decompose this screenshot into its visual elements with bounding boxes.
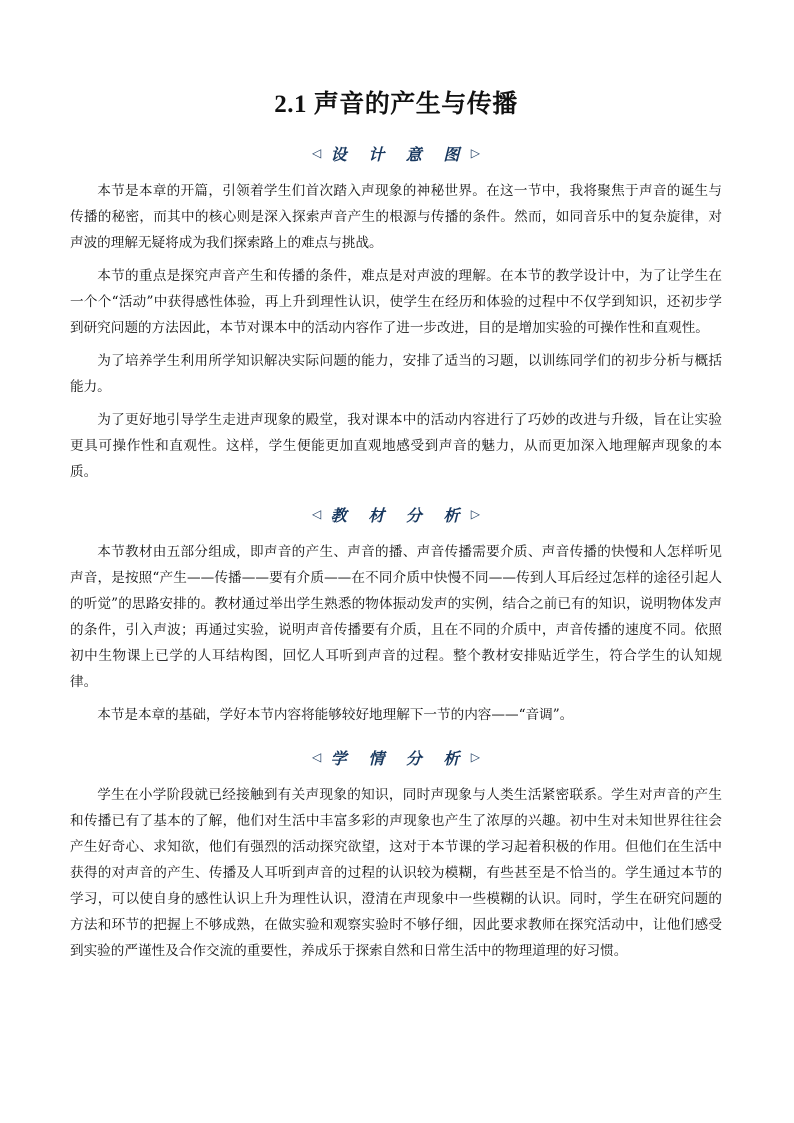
paragraph: 本节的重点是探究声音产生和传播的条件，难点是对声波的理解。在本节的教学设计中，为了让学生在一个个“活动”中获得感性体验，再上升到理性认识，使学生在经历和体验的过程中不仅学到知识，还初步学到研究问题的方法因此，本节对课本中的活动内容作了进一步改进，目的是增加实验的可操作性和直观性。 — [70, 268, 722, 336]
triangle-left-icon: ◁ — [312, 507, 322, 521]
section-heading-label: 教 材 分 析 — [330, 505, 468, 525]
paragraph: 为了更好地引导学生走进声现象的殿堂，我对课本中的活动内容进行了巧妙的改进与升级，旨在让实验更具可操作性和直观性。这样，学生便能更加直观地感受到声音的魅力，从而更加深入地理解声现象的本质。 — [70, 412, 722, 480]
triangle-right-icon: ▷ — [470, 507, 480, 521]
paragraph: 学生在小学阶段就已经接触到有关声现象的知识，同时声现象与人类生活紧密联系。学生对声音的产生和传播已有了基本的了解，他们对生活中丰富多彩的声现象也产生了浓厚的兴趣。初中生对未知世界往往会产生好奇心、求知欲，他们有强烈的活动探究欲望，这对于本节课的学习起着积极的作用。但他们在生活中获得的对声音的产生、传播及人耳听到声音的过程的认识较为模糊，有些甚至是不恰当的。学生通过本节的学习，可以使自身的感性认识上升为理性认识，澄清在声现象中一些模糊的认识。同时，学生在研究问题的方法和环节的把握上不够成熟，在做实验和观察实验时不够仔细，因此要求教师在探究活动中，让他们感受到实验的严谨性及合作交流的重要性，养成乐于探索自然和日常生活中的物理道理的好习惯。 — [70, 787, 722, 959]
triangle-right-icon: ▷ — [470, 146, 480, 160]
paragraph: 本节教材由五部分组成，即声音的产生、声音的播、声音传播需要介质、声音传播的快慢和人怎样听见声音，是按照“产生——传播——要有介质——在不同介质中快慢不同——传到人耳后经过怎样的途径引起人的听觉”的思路安排的。教材通过举出学生熟悉的物体振动发声的实例，结合之前已有的知识，说明物体发声的条件，引入声波；再通过实验，说明声音传播要有介质，且在不同的介质中，声音传播的速度不同。依照初中生物课上已学的人耳结构图，回忆人耳听到声音的过程。整个教材安排贴近学生，符合学生的认知规律。 — [70, 544, 722, 690]
paragraph: 本节是本章的基础，学好本节内容将能够较好地理解下一节的内容——“音调”。 — [97, 707, 574, 723]
document-page — [70, 88, 722, 971]
triangle-left-icon: ◁ — [312, 750, 322, 764]
section-heading-textbook-analysis — [70, 499, 722, 529]
page-title: 2.1 声音的产生与传播 — [274, 91, 518, 118]
paragraph: 本节是本章的开篇，引领着学生们首次踏入声现象的神秘世界。在这一节中，我将聚焦于声音的诞生与传播的秘密，而其中的核心则是深入探索声音产生的根源与传播的条件。然而，如同音乐中的复杂旋律，对声波的理解无疑将成为我们探索路上的难点与挑战。 — [70, 183, 722, 251]
section-body-design-intent — [70, 178, 722, 485]
section-heading-design-intent — [70, 138, 722, 168]
section-heading-student-analysis — [70, 742, 722, 772]
paragraph: 为了培养学生利用所学知识解决实际问题的能力，安排了适当的习题，以训练同学们的初步分析与概括能力。 — [70, 353, 722, 395]
section-body-textbook-analysis — [70, 539, 722, 728]
section-heading-label: 学 情 分 析 — [330, 748, 468, 768]
triangle-right-icon: ▷ — [470, 750, 480, 764]
section-heading-label: 设 计 意 图 — [330, 144, 468, 164]
triangle-left-icon: ◁ — [312, 146, 322, 160]
section-body-student-analysis — [70, 782, 722, 964]
